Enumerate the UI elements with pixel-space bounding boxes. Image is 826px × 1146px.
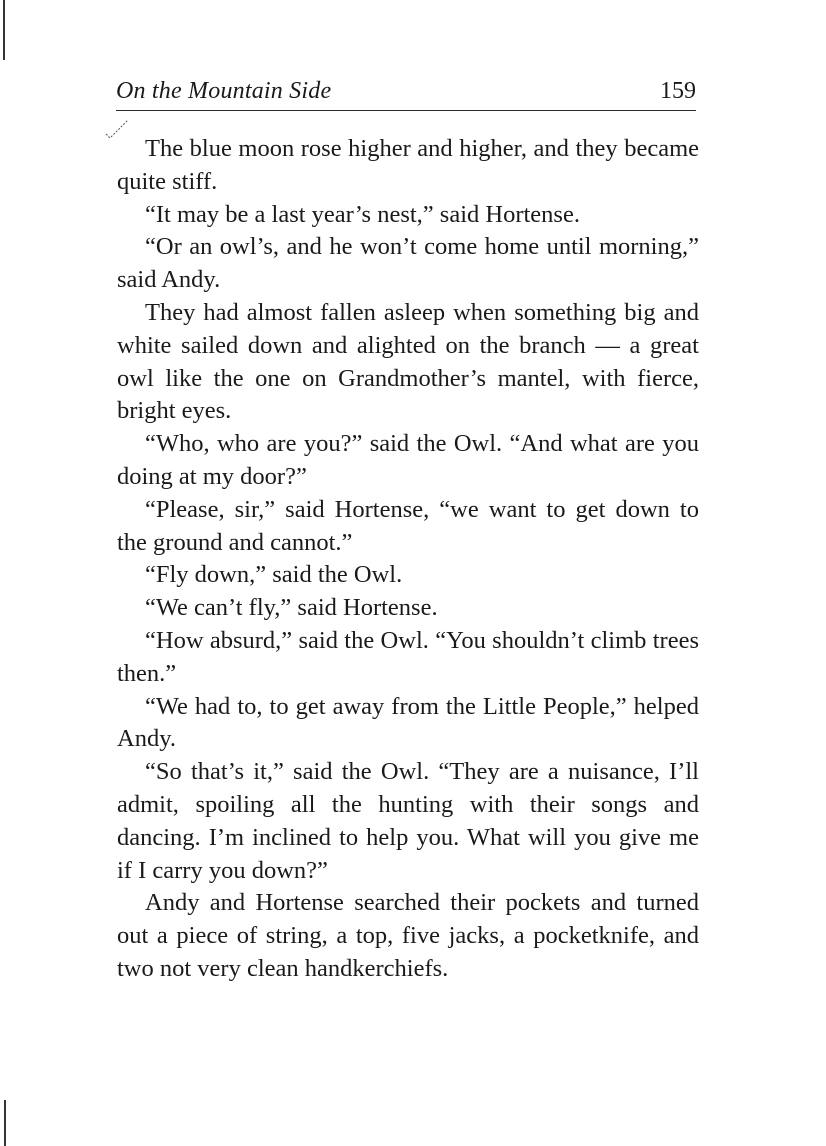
- paragraph: The blue moon rose higher and higher, and they became quite stiff.: [117, 135, 699, 195]
- paragraph: “It may be a last year’s nest,” said Hortense.: [145, 200, 580, 228]
- paragraph: “So that’s it,” said the Owl. “They are a nuisance, I’ll admit, spoiling all the hunting with their songs and dancing. I’m inclined to help you. What will you give me if I carry you down?”: [117, 758, 699, 884]
- paragraph: “Who, who are you?” said the Owl. “And what are you doing at my door?”: [117, 430, 699, 490]
- running-title: On the Mountain Side: [116, 78, 332, 104]
- paragraph: They had almost fallen asleep when something big and white sailed down and alighted on the branch — a great owl like the one on Grandmother’s mantel, with fierce, bright eyes.: [117, 298, 699, 425]
- body-text: [117, 133, 699, 986]
- scan-edge-line: [3, 0, 5, 60]
- paragraph: “How absurd,” said the Owl. “You shouldn’t climb trees then.”: [117, 626, 699, 687]
- paragraph: “Fly down,” said the Owl.: [145, 561, 403, 589]
- paragraph: “We can’t fly,” said Hortense.: [145, 594, 438, 622]
- paragraph: “Or an owl’s, and he won’t come home until morning,” said Andy.: [117, 233, 699, 294]
- paragraph: “Please, sir,” said Hortense, “we want to get down to the ground and cannot.”: [117, 495, 699, 556]
- scan-edge-line: [4, 1100, 6, 1146]
- page-header: [116, 76, 696, 111]
- paragraph: Andy and Hortense searched their pockets and turned out a piece of string, a top, five jacks, a pocketknife, and two not very clean handkerchiefs.: [117, 889, 699, 982]
- page-number: 159: [660, 78, 696, 104]
- paragraph: “We had to, to get away from the Little People,” helped Andy.: [117, 692, 699, 753]
